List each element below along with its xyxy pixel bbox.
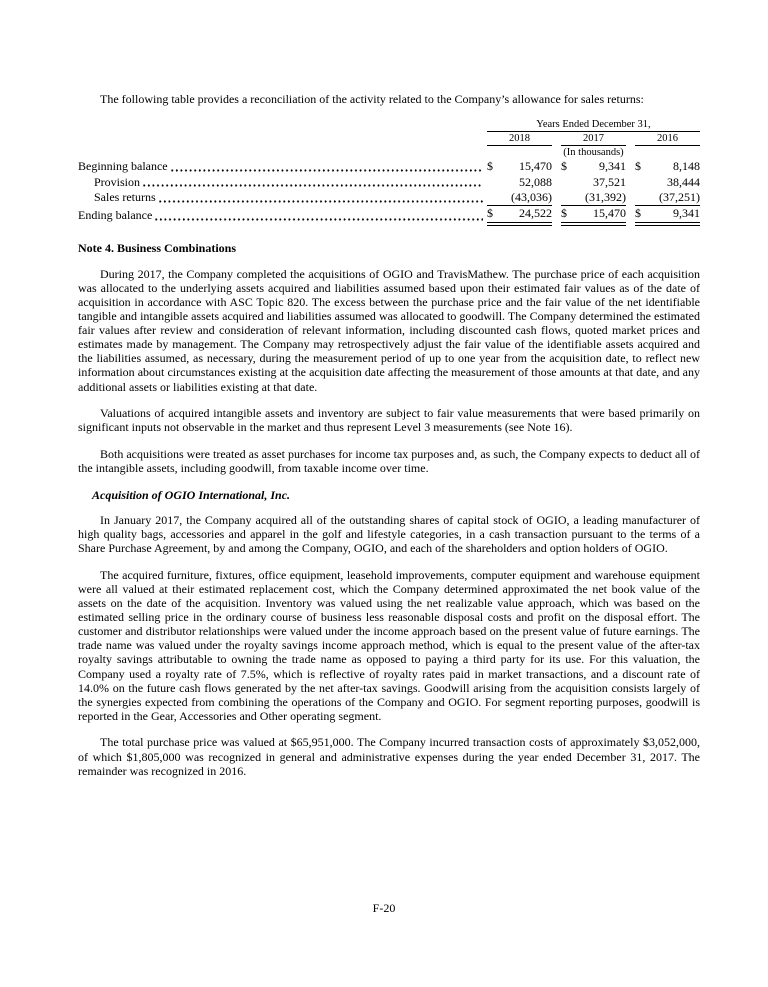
column-gap	[552, 206, 561, 224]
column-gap	[552, 159, 561, 174]
dollar-sign	[635, 175, 651, 190]
paragraph-valuations-level3: Valuations of acquired intangible assets and inventory are subject to fair value measurements that were based primarily on significant inputs not observable in the market and thus represent Level 3 measurements (see Note 16).	[78, 406, 700, 435]
year-column-2018: 2018	[487, 132, 552, 146]
dollar-sign: $	[635, 206, 651, 224]
table-row-beginning-balance	[78, 159, 700, 174]
year-column-2016: 2016	[635, 132, 700, 146]
dollar-sign: $	[560, 159, 567, 174]
year-column-2017: 2017	[561, 132, 626, 146]
dollar-sign	[635, 190, 651, 206]
row-label: Provision	[94, 174, 141, 189]
value-2018: 24,522	[503, 206, 552, 224]
value-2016: 9,341	[651, 206, 700, 224]
allowance-for-sales-returns-table	[78, 118, 700, 226]
value-2017: 37,521	[592, 174, 626, 189]
value-2018: 52,088	[518, 174, 552, 189]
label-column-spacer	[78, 118, 487, 132]
dot-leader	[155, 208, 483, 223]
value-2016: 8,148	[673, 159, 700, 174]
dollar-sign	[487, 175, 503, 190]
table-row-provision	[78, 175, 700, 190]
label-column-spacer	[78, 132, 487, 146]
value-2018: 15,470	[518, 159, 552, 174]
dollar-sign	[561, 190, 577, 206]
table-row-sales-returns	[78, 190, 700, 206]
row-label: Beginning balance	[78, 159, 168, 174]
paragraph-ogio-acquisition: In January 2017, the Company acquired all of the outstanding shares of capital stock of OGIO, a leading manufacturer of high quality bags, accessories and apparel in the golf and lifestyle categories, in a cash transaction pursuant to the terms of a Share Purchase Agreement, by and among the Company, OGIO, and each of the shareholders and option holders of OGIO.	[78, 513, 700, 556]
value-2017: 15,470	[577, 206, 626, 224]
column-gap	[626, 206, 635, 224]
note-4-heading: Note 4. Business Combinations	[78, 240, 237, 255]
value-2017: (31,392)	[577, 190, 626, 206]
dollar-sign: $	[634, 159, 641, 174]
column-gap	[552, 190, 561, 206]
intro-paragraph: The following table provides a reconciliation of the activity related to the Company’s allowance for sales returns:	[100, 92, 644, 106]
dot-leader	[171, 159, 483, 174]
row-label: Sales returns	[94, 190, 156, 205]
paragraph-total-purchase-price: The total purchase price was valued at $65,951,000. The Company incurred transaction costs of approximately $3,052,000, of which $1,805,000 was recognized in general and administrative expenses during the year ended December 31, 2017. The remainder was recognized in 2016.	[78, 735, 700, 778]
years-ended-header: Years Ended December 31,	[487, 118, 700, 132]
dot-leader	[143, 175, 483, 190]
column-gap	[626, 190, 635, 206]
paragraph-purchase-price-allocation: During 2017, the Company completed the acquisitions of OGIO and TravisMathew. The purchase price of each acquisition was allocated to the underlying assets acquired and liabilities assumed based upon their estimated fair values as of the date of acquisition in accordance with ASC Topic 820. The excess between the purchase price and the fair value of the net identifiable tangible and intangible assets acquired and liabilities assumed was allocated to goodwill. The Company determined the estimated fair values after review and consideration of relevant information, including discounted cash flows, quoted market prices and estimates made by management. The Company may retrospectively adjust the fair value of the identifiable assets acquired and the liabilities assumed, as necessary, during the measurement period of up to one year from the acquisition date, to reflect new information about circumstances existing at the acquisition date affecting the measurement of those amounts at that date, and any additional assets or liabilities existing at that date.	[78, 266, 700, 394]
table-units-row	[78, 146, 700, 160]
column-gap	[626, 159, 635, 174]
column-gap	[626, 132, 635, 146]
dollar-sign	[487, 190, 503, 206]
paragraph-asset-valuation-methods: The acquired furniture, fixtures, office equipment, leasehold improvements, computer equipment and warehouse equipment were all valued at their estimated replacement cost, which the Company determined approximated the net book value of the assets on the date of the acquisition. Inventory was valued using the net realizable value approach, which was based on the estimated selling price in the ordinary course of business less reasonable disposal costs and profit on the disposal effort. The customer and distributor relationships were valued under the income approach based on the present value of future earnings. The trade name was valued under the royalty savings income approach method, which is equal to the present value of the after-tax royalty savings attributable to owning the trade name as opposed to paying a third party for its use. For this valuation, the Company used a royalty rate of 7.5%, which is reflective of royalty rates paid in market transactions, and a discount rate of 14.0% on the future cash flows generated by the net after-tax savings. Goodwill arising from the acquisition consists largely of the synergies expected from combining the operations of the Company and OGIO. For segment reporting purposes, goodwill is reported in the Gear, Accessories and Other operating segment.	[78, 567, 700, 723]
page-number: F-20	[372, 901, 396, 915]
dollar-sign: $	[561, 206, 577, 224]
dollar-sign	[561, 175, 577, 190]
dollar-sign: $	[486, 159, 493, 174]
value-2018: (43,036)	[503, 190, 552, 206]
column-gap	[552, 132, 561, 146]
value-2016: 38,444	[667, 174, 700, 189]
table-row-ending-balance	[78, 206, 700, 224]
ogio-acquisition-heading: Acquisition of OGIO International, Inc.	[92, 488, 291, 503]
row-label: Ending balance	[78, 208, 153, 223]
value-2017: 9,341	[598, 159, 626, 174]
paragraph-asset-purchases: Both acquisitions were treated as asset purchases for income tax purposes and, as such, the Company expects to deduct all of the intangible assets, including goodwill, from taxable income over time.	[78, 446, 700, 475]
label-column-spacer	[78, 146, 487, 160]
column-gap	[626, 175, 635, 190]
table-year-header-row	[78, 132, 700, 146]
dollar-sign: $	[487, 206, 503, 224]
dot-leader	[159, 190, 483, 205]
value-2016: (37,251)	[651, 190, 700, 206]
column-gap	[552, 175, 561, 190]
units-note: (In thousands)	[563, 147, 624, 159]
table-span-header-row	[78, 118, 700, 132]
